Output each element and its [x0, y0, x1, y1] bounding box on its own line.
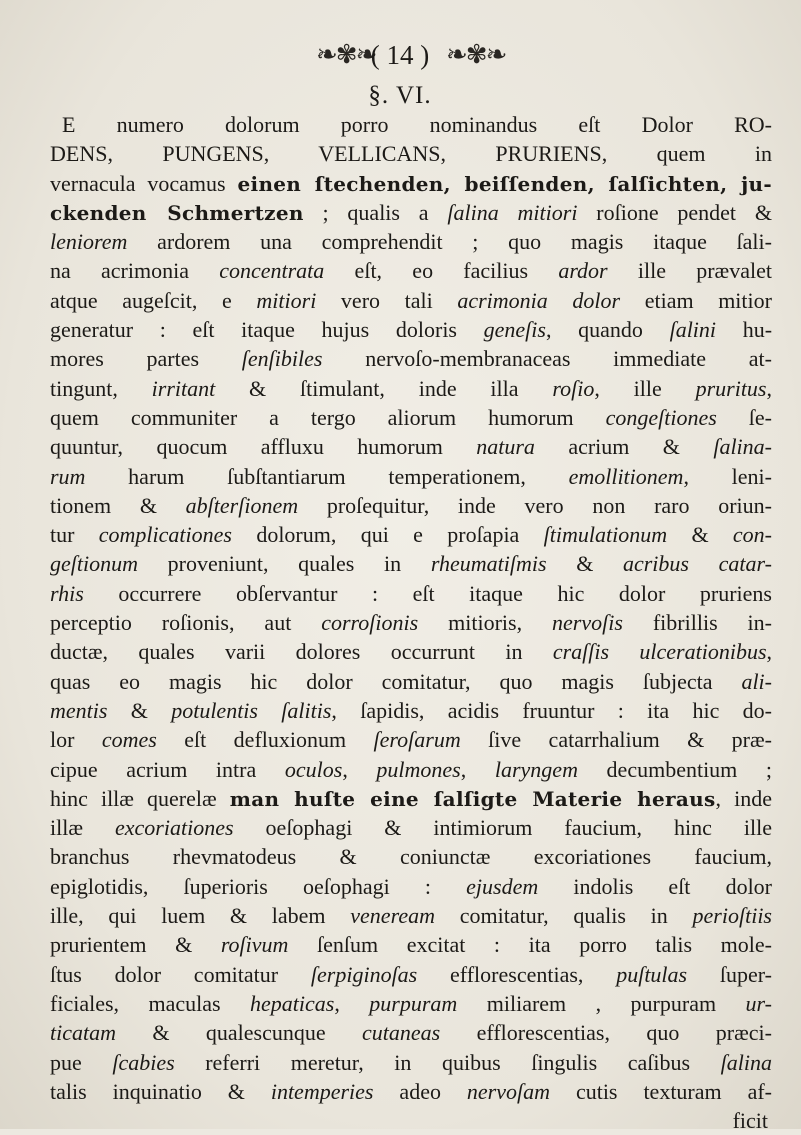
- text-line: [50, 315, 772, 344]
- text-run: roſione pendet &: [577, 199, 772, 225]
- italic-run: laryngem: [494, 756, 578, 782]
- text-run: branchus rhevmatodeus & coniunctæ excoriationes faucium,: [50, 844, 772, 870]
- section-heading: §. VI.: [368, 82, 432, 109]
- text-line: [50, 227, 772, 256]
- text-run: oeſophagi & intimiorum faucium, hinc ille: [233, 815, 772, 841]
- text-run: & ſtimulant, inde illa: [215, 375, 553, 401]
- text-run: acrium &: [534, 434, 714, 460]
- text-line: [50, 784, 772, 813]
- catchword: ficit: [732, 1108, 768, 1134]
- italic-run: ur-: [745, 990, 772, 1016]
- text-run: illæ: [50, 815, 116, 841]
- text-run: quuntur, quocum affluxu humorum: [50, 434, 477, 460]
- italic-run: irritant: [151, 375, 216, 401]
- right-ornament-icon: ❧✾❧: [446, 40, 506, 69]
- italic-run: ſerpiginoſas: [310, 961, 418, 987]
- text-run: generatur : eſt itaque hujus doloris: [50, 317, 484, 343]
- italic-run: acribus catar-: [622, 551, 772, 577]
- text-run: quem communiter a tergo aliorum humorum: [50, 404, 606, 430]
- text-run: pue: [50, 1049, 113, 1075]
- text-run: vernacula vocamus: [50, 170, 238, 196]
- italic-run: corroſionis: [321, 610, 419, 636]
- text-line: [50, 1018, 772, 1047]
- italic-run: acrimonia dolor: [457, 287, 621, 313]
- italic-run: nervoſam: [466, 1078, 550, 1104]
- page-number: ( 14 ): [370, 40, 430, 70]
- text-line: [50, 842, 772, 871]
- italic-run: excoriationes: [115, 815, 234, 841]
- text-run: E numero dolorum porro nominandus eſt Dolor RO-: [62, 112, 772, 137]
- text-line: [50, 579, 772, 608]
- text-line: [50, 110, 772, 139]
- italic-run: cutaneas: [362, 1020, 441, 1046]
- text-run: ficiales, maculas: [50, 990, 250, 1016]
- italic-run: leniorem: [50, 229, 128, 255]
- text-run: ſenſum excitat : ita porro talis mole-: [288, 932, 772, 958]
- text-run: prurientem &: [50, 932, 221, 958]
- text-run: ſuper-: [687, 961, 772, 987]
- text-run: ; qualis a: [303, 199, 448, 225]
- text-run: efflorescentias, quo præci-: [440, 1020, 772, 1046]
- italic-run: pulmones: [376, 756, 461, 782]
- italic-run: perioſtiis: [692, 903, 772, 929]
- text-line: [50, 374, 772, 403]
- text-run: hu-: [716, 317, 773, 343]
- text-run: mitioris,: [418, 610, 553, 636]
- text-run: ,: [766, 639, 773, 665]
- page-header: [0, 40, 801, 80]
- text-line: [50, 960, 772, 989]
- text-run: cutis texturam af-: [550, 1078, 772, 1104]
- italic-run: natura: [476, 434, 535, 460]
- text-line: [50, 608, 772, 637]
- text-line: [50, 813, 772, 842]
- text-run: ,: [334, 990, 370, 1016]
- italic-run: craſſis ulcerationibus: [552, 639, 767, 665]
- text-run: ſive catarrhalium & præ-: [460, 727, 772, 753]
- text-run: comitatur, qualis in: [434, 903, 693, 929]
- italic-run: pruritus: [695, 375, 767, 401]
- text-run: , ille: [594, 375, 696, 401]
- text-run: ille prævalet: [607, 258, 772, 284]
- text-run: tionem &: [50, 492, 186, 518]
- text-run: referri meretur, in quibus ſingulis caſibus: [174, 1049, 721, 1075]
- italic-run: ſalini: [669, 317, 717, 343]
- italic-run: ticatam: [50, 1020, 116, 1046]
- italic-run: mitiori: [256, 287, 317, 313]
- italic-run: roſio: [552, 375, 595, 401]
- italic-run: ſalina mitiori: [447, 199, 578, 225]
- italic-run: ſeroſarum: [373, 727, 461, 753]
- text-line: [50, 462, 772, 491]
- text-line: [50, 989, 772, 1018]
- text-run: proſequitur, inde vero non raro oriun-: [298, 492, 772, 518]
- text-run: ardorem una comprehendit ; quo magis itaque ſali-: [127, 229, 772, 255]
- text-run: occurrere obſervantur : eſt itaque hic dolor pruriens: [83, 580, 772, 606]
- italic-run: congeſtiones: [605, 404, 717, 430]
- text-line: [50, 549, 772, 578]
- italic-run: intemperies: [270, 1078, 374, 1104]
- text-line: [50, 520, 772, 549]
- italic-run: roſivum: [220, 932, 289, 958]
- italic-run: concentrata: [219, 258, 325, 284]
- italic-run: ardor: [558, 258, 608, 284]
- italic-run: potulentis ſalitis: [171, 697, 332, 723]
- text-line: [50, 930, 772, 959]
- text-run: eſt defluxionum: [156, 727, 374, 753]
- italic-run: ejusdem: [466, 873, 539, 899]
- italic-run: veneream: [350, 903, 435, 929]
- text-line: [50, 725, 772, 754]
- text-line: [50, 637, 772, 666]
- italic-run: ali-: [741, 668, 772, 694]
- text-run: na acrimonia: [50, 258, 220, 284]
- text-line: [50, 198, 772, 227]
- text-run: &: [667, 522, 733, 548]
- text-line: [50, 696, 772, 725]
- fraktur-run: man huſte eine ſalſigte Materie heraus: [229, 786, 716, 811]
- text-run: & qualescunque: [116, 1020, 363, 1046]
- text-run: eſt, eo facilius: [324, 258, 559, 284]
- italic-run: oculos: [284, 756, 343, 782]
- text-run: miliarem , purpuram: [457, 990, 746, 1016]
- text-run: , quando: [545, 317, 670, 343]
- italic-run: ſtimulationum: [543, 522, 668, 548]
- text-run: epiglotidis, ſuperioris oeſophagi :: [50, 873, 467, 899]
- text-run: DENS, PUNGENS, VELLICANS, PRURIENS, quem in: [50, 141, 772, 167]
- italic-run: mentis: [50, 697, 108, 723]
- fraktur-run: einen ſtechenden, beiſſenden, ſalſichten, ju-: [237, 171, 772, 196]
- italic-run: purpuram: [369, 990, 458, 1016]
- italic-run: puſtulas: [616, 961, 688, 987]
- italic-run: geſtionum: [50, 551, 138, 577]
- text-run: efflorescentias,: [417, 961, 617, 987]
- text-run: ille, qui luem & labem: [50, 903, 351, 929]
- text-run: perceptio roſionis, aut: [50, 610, 322, 636]
- text-line: [50, 432, 772, 461]
- text-run: , ſapidis, acidis fruuntur : ita hic do-: [331, 697, 772, 723]
- text-run: , leni-: [683, 463, 772, 489]
- italic-run: ſenſibiles: [241, 346, 323, 372]
- text-run: nervoſo-membranaceas immediate at-: [322, 346, 772, 372]
- fraktur-run: ckenden Schmertzen: [50, 200, 304, 225]
- italic-run: comes: [101, 727, 157, 753]
- left-ornament-icon: ❧✾❧: [316, 40, 376, 69]
- text-run: tur: [50, 522, 99, 548]
- text-run: talis inquinatio &: [50, 1078, 271, 1104]
- text-line: [50, 403, 772, 432]
- text-line: [50, 256, 772, 285]
- text-run: ,: [342, 756, 377, 782]
- italic-run: complicationes: [98, 522, 232, 548]
- italic-run: ſalina-: [713, 434, 772, 460]
- text-run: vero tali: [316, 287, 458, 313]
- text-run: fibrillis in-: [622, 610, 772, 636]
- text-run: ſtus dolor comitatur: [50, 961, 311, 987]
- italic-run: hepaticas: [250, 990, 335, 1016]
- text-run: etiam mitior: [620, 287, 772, 313]
- italic-run: nervoſis: [552, 610, 623, 636]
- text-run: ,: [766, 375, 772, 401]
- italic-run: rheumatiſmis: [430, 551, 547, 577]
- text-line: [50, 286, 772, 315]
- text-line: [50, 901, 772, 930]
- text-run: quas eo magis hic dolor comitatur, quo magis ſubjecta: [50, 668, 742, 694]
- text-run: ,: [460, 756, 495, 782]
- text-line: [50, 344, 772, 373]
- text-line: [50, 872, 772, 901]
- text-line: [50, 169, 772, 198]
- text-run: adeo: [373, 1078, 467, 1104]
- text-run: decumbentium ;: [577, 756, 773, 782]
- text-line: [50, 1077, 772, 1106]
- italic-run: rhis: [50, 580, 84, 606]
- italic-run: con-: [732, 522, 772, 548]
- text-line: [50, 755, 772, 784]
- text-run: mores partes: [50, 346, 242, 372]
- italic-run: geneſis: [483, 317, 546, 343]
- italic-run: ſalina: [720, 1049, 772, 1075]
- text-run: , inde: [715, 785, 772, 811]
- italic-run: abſterſionem: [185, 492, 299, 518]
- italic-run: emollitionem: [568, 463, 684, 489]
- body-text: [50, 110, 772, 1135]
- text-line: [50, 491, 772, 520]
- text-run: tingunt,: [50, 375, 152, 401]
- italic-run: rum: [50, 463, 86, 489]
- text-run: ductæ, quales varii dolores occurrunt in: [50, 639, 553, 665]
- italic-run: ſcabies: [112, 1049, 175, 1075]
- text-run: &: [107, 697, 172, 723]
- text-line: [50, 139, 772, 168]
- text-run: indolis eſt dolor: [538, 873, 773, 899]
- text-run: hinc illæ querelæ: [50, 785, 230, 811]
- text-run: cipue acrium intra: [50, 756, 285, 782]
- text-run: proveniunt, quales in: [138, 551, 431, 577]
- text-run: &: [546, 551, 623, 577]
- text-run: harum ſubſtantiarum temperationem,: [85, 463, 569, 489]
- text-run: atque augeſcit, e: [50, 287, 257, 313]
- text-line: [50, 1048, 772, 1077]
- text-run: ſe-: [716, 404, 773, 430]
- text-line: [50, 667, 772, 696]
- text-run: lor: [50, 727, 102, 753]
- text-run: dolorum, qui e proſapia: [231, 522, 544, 548]
